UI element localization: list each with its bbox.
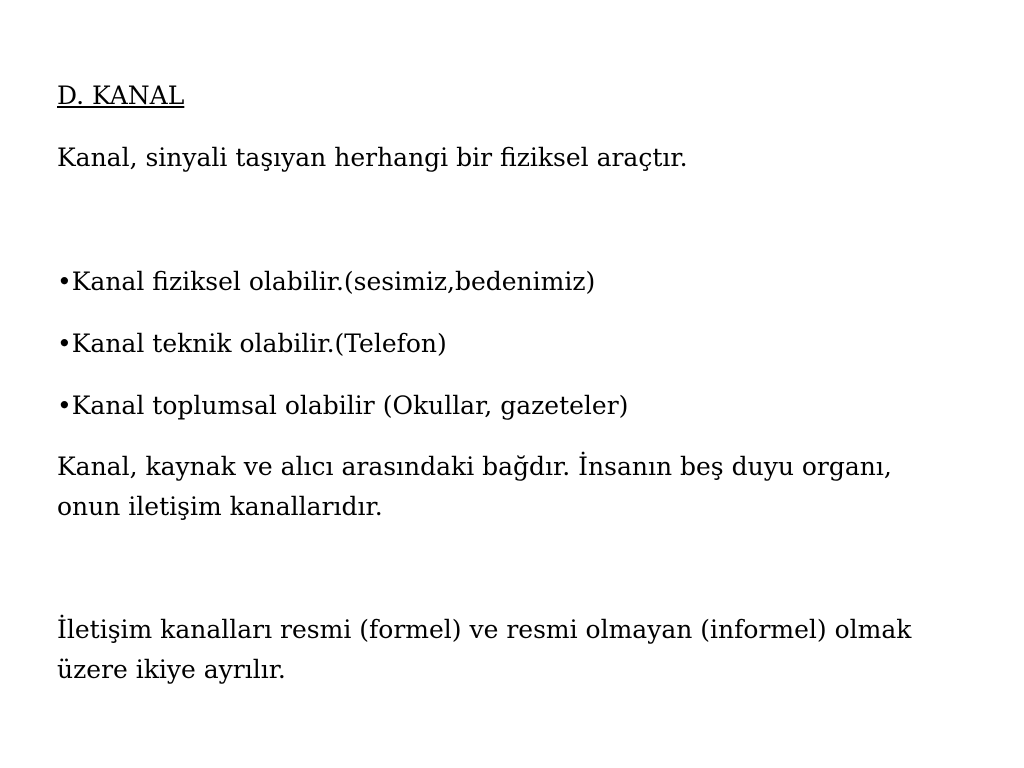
bullet-item-technical: •Kanal teknik olabilir.(Telefon) (57, 329, 447, 358)
definition-text: Kanal, sinyali taşıyan herhangi bir fiziksel araçtır. (57, 143, 688, 172)
bullet-item-physical: •Kanal fiziksel olabilir.(sesimiz,bedenimiz) (57, 267, 596, 296)
paragraph-channel-types-line-2: üzere ikiye ayrılır. (57, 655, 286, 684)
paragraph-channel-link-line-1: Kanal, kaynak ve alıcı arasındaki bağdır. İnsanın beş duyu organı, (57, 452, 892, 481)
paragraph-channel-link-line-2: onun iletişim kanallarıdır. (57, 492, 383, 521)
bullet-item-social: •Kanal toplumsal olabilir (Okullar, gazeteler) (57, 391, 629, 420)
slide-title: D. KANAL (57, 81, 185, 110)
paragraph-channel-types-line-1: İletişim kanalları resmi (formel) ve resmi olmayan (informel) olmak (57, 615, 912, 644)
